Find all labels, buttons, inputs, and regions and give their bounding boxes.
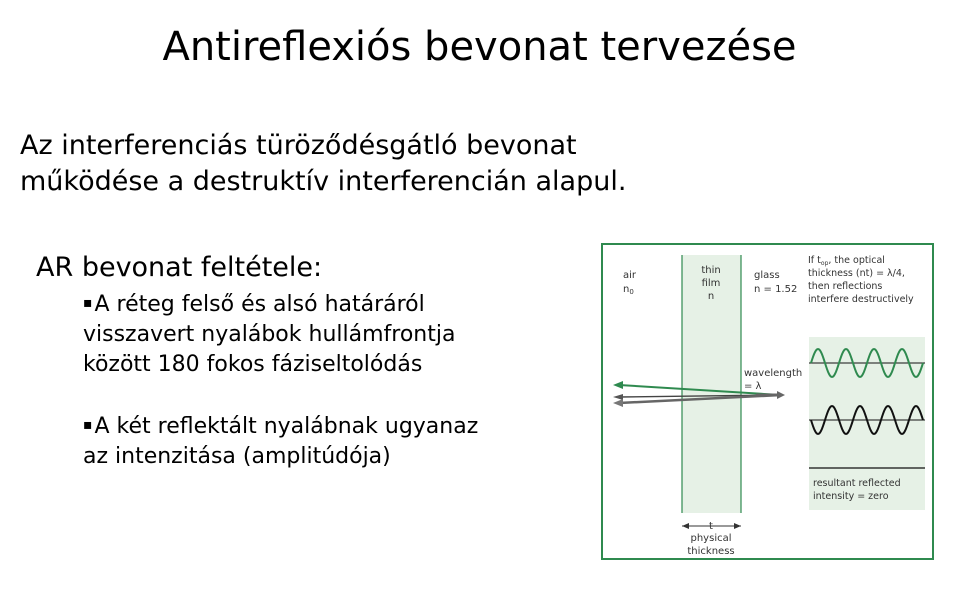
bullet-line: között 180 fokos fáziseltolódás: [83, 352, 423, 377]
film-label-thin: thin: [701, 265, 721, 276]
bullet-line: ▪A réteg felső és alsó határáról: [83, 292, 425, 317]
note-line-1: If $t_{op}$, the optical: [808, 255, 885, 267]
resultant-line-1: resultant reflected: [813, 478, 901, 489]
resultant-line-2: intensity = zero: [813, 491, 889, 502]
slide-title: Antireflexiós bevonat tervezése: [162, 24, 797, 70]
bullet-line: visszavert nyalábok hullámfrontja: [83, 322, 456, 347]
intro-line-1: Az interferenciás türöződésgátló bevonat: [20, 130, 577, 161]
intro-line-2: működése a destruktív interferencián alapul.: [20, 166, 627, 197]
intro-text: [20, 128, 780, 200]
bullet-line: az intenzitása (amplitúdója): [83, 444, 391, 469]
wavelength-label: wavelength: [744, 368, 803, 379]
air-label: air: [623, 270, 637, 281]
film-label-film: film: [701, 278, 721, 289]
ar-condition-heading: AR bevonat feltétele:: [36, 252, 323, 283]
bullet-marker-icon: ▪: [83, 295, 93, 311]
bullet-list: [83, 288, 583, 502]
bullet-marker-icon: ▪: [83, 417, 93, 433]
ar-coating-diagram: [601, 243, 934, 560]
bullet-item-phase: [83, 288, 583, 380]
bullet-item-intensity: [83, 410, 583, 472]
thickness-t-label: t: [709, 521, 713, 532]
thickness-label: thickness: [687, 546, 735, 557]
note-line-3: then reflections: [808, 281, 883, 292]
glass-label: glass: [754, 270, 780, 281]
note-line-4: interfere destructively: [808, 294, 914, 305]
glass-index-label: n = 1.52: [754, 284, 798, 295]
film-label-n: n: [707, 291, 715, 302]
note-line-2: thickness (nt) = λ/4,: [808, 268, 905, 279]
wavelength-value: = λ: [744, 381, 762, 392]
air-index-label: $n_0$: [623, 284, 634, 296]
physical-label: physical: [690, 533, 732, 544]
bullet-line: ▪A két reflektált nyalábnak ugyanaz: [83, 414, 479, 439]
